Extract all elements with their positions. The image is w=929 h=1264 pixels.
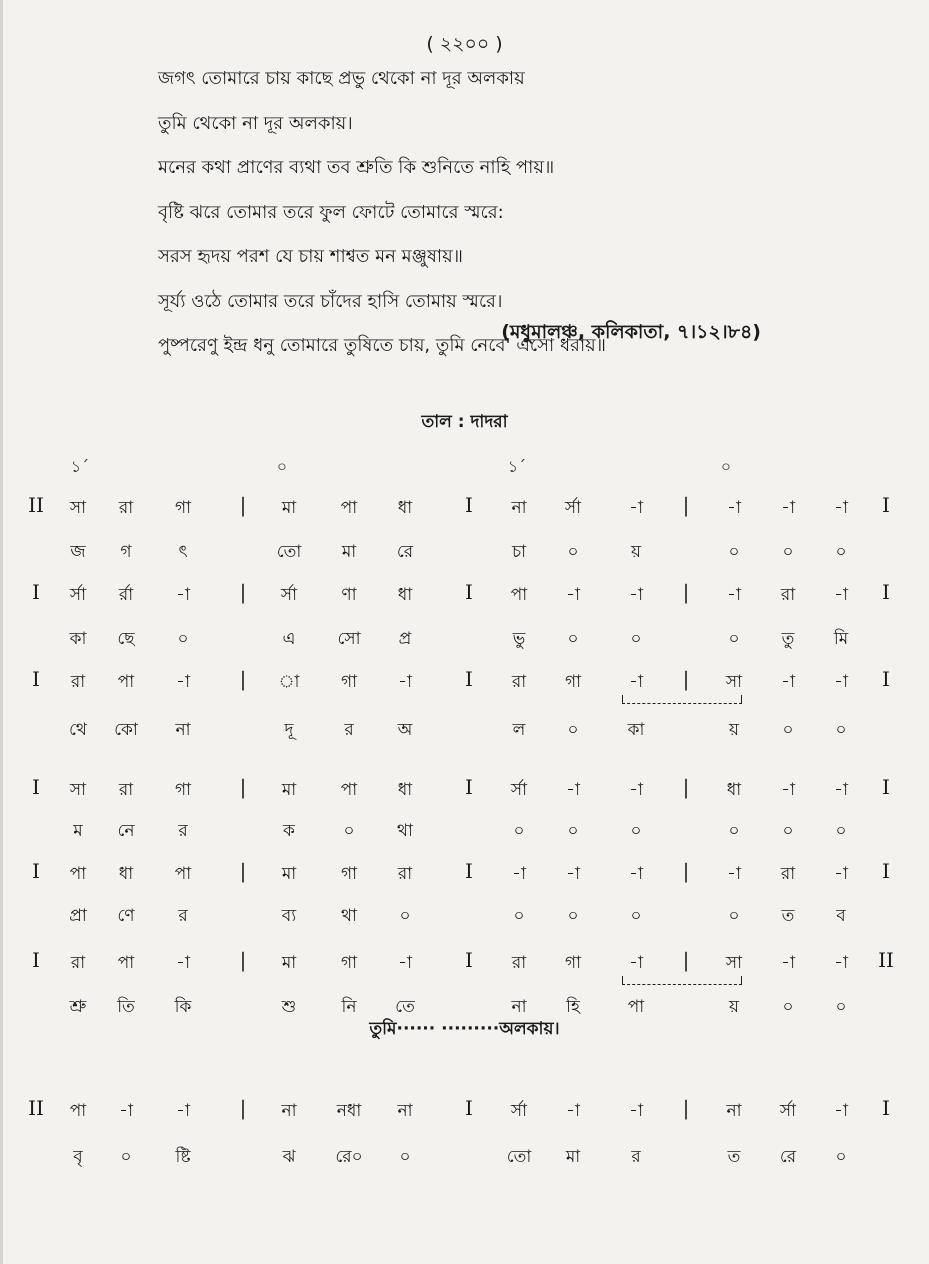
swara-note: পা xyxy=(340,780,358,800)
swara-note: -া xyxy=(629,864,643,884)
lyric-syllable: ০ xyxy=(728,629,740,649)
swara-note: র্সা xyxy=(564,498,582,518)
lyric-syllable: ০ xyxy=(630,629,642,649)
vibhag-barline: | xyxy=(239,859,247,883)
swara-note: -া xyxy=(834,585,848,605)
lyric-syllable: নে xyxy=(117,821,135,841)
lyric-syllable: তো xyxy=(506,1147,532,1167)
lyric-syllable: র xyxy=(631,1147,641,1167)
swara-note: গা xyxy=(340,953,358,973)
swara-note: -া xyxy=(629,953,643,973)
swara-note: -া xyxy=(566,1101,580,1121)
lyric-line: তুমি থেকো না দূর অলকায়। xyxy=(158,112,353,134)
swara-note: -া xyxy=(629,1101,643,1121)
lyric-syllable: ল xyxy=(512,720,526,740)
swara-note: -া xyxy=(834,1101,848,1121)
lyric-syllable: ব xyxy=(836,906,846,926)
lyric-syllable: ০ xyxy=(567,542,579,562)
lyric-syllable: মা xyxy=(341,542,357,562)
lyric-syllable: শু xyxy=(281,997,297,1017)
swara-note: র্সা xyxy=(779,1101,797,1121)
vibhag-barline: | xyxy=(682,493,690,517)
row-end-barline: I xyxy=(882,580,890,604)
swara-note: া xyxy=(278,672,300,692)
lyric-syllable: য় xyxy=(728,720,740,740)
lyric-syllable: রে xyxy=(779,1147,797,1167)
lyric-line: পুষ্পরেণু ইন্দ্র ধনু তোমারে তুষিতে চায়, তুমি নেবে' এসো ধরায়॥ xyxy=(158,335,606,356)
swara-note: -া xyxy=(781,953,795,973)
row-end-barline: I xyxy=(882,859,890,883)
lyric-syllable: পা xyxy=(627,997,645,1017)
swara-note: রা xyxy=(511,953,527,973)
swara-note: না xyxy=(397,1101,413,1121)
lyric-syllable: ০ xyxy=(343,821,355,841)
tala-mark: ০ xyxy=(720,457,732,476)
vibhag-barline: | xyxy=(682,1096,690,1120)
swara-note: নধা xyxy=(336,1101,362,1121)
slur-brace xyxy=(622,976,742,985)
swara-note: পা xyxy=(510,585,528,605)
swara-note: সা xyxy=(69,498,87,518)
lyric-line: বৃষ্টি ঝরে তোমার তরে ফুল ফোটে তোমারে স্মরে: xyxy=(158,201,504,223)
lyric-syllable: ০ xyxy=(782,821,794,841)
lyric-syllable: তু xyxy=(781,629,795,649)
swara-note: পা xyxy=(117,953,135,973)
lyric-syllable: ণে xyxy=(117,906,135,926)
swara-note: গা xyxy=(340,672,358,692)
swara-note: গা xyxy=(340,864,358,884)
swara-note: সা xyxy=(725,953,743,973)
vibhag-barline: I xyxy=(465,859,473,883)
swara-note: না xyxy=(511,498,527,518)
row-start-barline: I xyxy=(32,859,40,883)
lyric-syllable: ০ xyxy=(630,906,642,926)
lyric-syllable: ক xyxy=(283,821,295,841)
lyric-syllable: ০ xyxy=(728,906,740,926)
lyric-syllable: ০ xyxy=(728,542,740,562)
lyric-syllable: ম xyxy=(73,821,83,841)
swara-note: -া xyxy=(176,1101,190,1121)
swara-note: -া xyxy=(398,953,412,973)
lyric-syllable: ০ xyxy=(782,542,794,562)
lyric-syllable: ০ xyxy=(728,821,740,841)
vibhag-barline: | xyxy=(682,948,690,972)
lyric-syllable: র xyxy=(344,720,354,740)
swara-note: ধা xyxy=(726,780,742,800)
lyric-syllable: ০ xyxy=(782,720,794,740)
vibhag-barline: I xyxy=(465,580,473,604)
swara-note: -া xyxy=(566,585,580,605)
lyric-syllable: ০ xyxy=(835,821,847,841)
lyric-syllable: য় xyxy=(630,542,642,562)
lyric-syllable: ০ xyxy=(399,906,411,926)
swara-note: সা xyxy=(725,672,743,692)
lyric-syllable: প্রা xyxy=(69,906,87,926)
swara-note: -া xyxy=(176,672,190,692)
swara-note: ণা xyxy=(341,585,357,605)
row-end-barline: II xyxy=(878,948,894,972)
swara-note: -া xyxy=(834,672,848,692)
lyric-line: মনের কথা প্রাণের ব্যথা তব শ্রুতি কি শুনিতে নাহি পায়॥ xyxy=(158,157,555,178)
vibhag-barline: I xyxy=(465,948,473,972)
vibhag-barline: | xyxy=(682,580,690,604)
swara-note: রা xyxy=(780,864,796,884)
lyric-syllable: ব্য xyxy=(281,906,297,926)
lyric-syllable: র xyxy=(178,906,188,926)
lyric-syllable: তো xyxy=(276,542,302,562)
vibhag-barline: I xyxy=(465,775,473,799)
lyric-syllable: দূ xyxy=(284,720,294,740)
swara-note: -া xyxy=(834,953,848,973)
swara-note: মা xyxy=(281,780,297,800)
vibhag-barline: I xyxy=(465,667,473,691)
row-end-barline: I xyxy=(882,1096,890,1120)
row-start-barline: I xyxy=(32,667,40,691)
row-start-barline: I xyxy=(32,775,40,799)
vibhag-barline: | xyxy=(239,775,247,799)
swara-note: মা xyxy=(281,864,297,884)
lyric-syllable: ০ xyxy=(630,821,642,841)
lyric-syllable: তে xyxy=(395,997,415,1017)
lyric-syllable: ত xyxy=(727,1147,741,1167)
swara-note: -া xyxy=(781,672,795,692)
lyric-syllable: হি xyxy=(566,997,580,1017)
row-end-barline: I xyxy=(882,775,890,799)
page-number: ( ২২০০ ) xyxy=(426,33,503,55)
lyric-line: সরস হৃদয় পরশ যে চায় শাশ্বত মন মঞ্জুষায়॥ xyxy=(158,246,463,267)
swara-note: -া xyxy=(398,672,412,692)
swara-note: রা xyxy=(397,864,413,884)
taal-heading: তাল : দাদরা xyxy=(421,412,508,432)
lyric-syllable: ০ xyxy=(513,906,525,926)
lyric-syllable: মা xyxy=(565,1147,581,1167)
vibhag-barline: | xyxy=(682,775,690,799)
swara-note: -া xyxy=(629,672,643,692)
lyric-syllable: রে০ xyxy=(335,1147,363,1167)
lyric-syllable: গ xyxy=(120,542,132,562)
swara-note: -া xyxy=(727,585,741,605)
row-start-barline: II xyxy=(28,1096,44,1120)
swara-note: র্সা xyxy=(280,585,298,605)
lyric-syllable: কা xyxy=(627,720,645,740)
swara-note: রা xyxy=(511,672,527,692)
swara-note: -া xyxy=(834,864,848,884)
tala-mark: ১´ xyxy=(507,457,527,476)
lyric-syllable: কো xyxy=(114,720,138,740)
swara-note: -া xyxy=(629,585,643,605)
lyric-syllable: ০ xyxy=(835,1147,847,1167)
swara-note: পা xyxy=(69,1101,87,1121)
lyric-syllable: ৎ xyxy=(178,542,188,562)
vibhag-barline: | xyxy=(682,667,690,691)
lyric-syllable: কি xyxy=(174,997,192,1017)
swara-note: -া xyxy=(566,864,580,884)
swara-note: -া xyxy=(119,1101,133,1121)
swara-note: ধা xyxy=(397,585,413,605)
lyric-syllable: ০ xyxy=(567,629,579,649)
lyric-syllable: চা xyxy=(511,542,527,562)
swara-note: -া xyxy=(781,780,795,800)
source-citation: (মধুমালঞ্চ, কলিকাতা, ৭।১২।৮৪) xyxy=(501,321,761,343)
lyric-syllable: মি xyxy=(833,629,849,649)
lyric-syllable: ০ xyxy=(513,821,525,841)
swara-note: রা xyxy=(118,498,134,518)
lyric-syllable: ০ xyxy=(567,906,579,926)
vibhag-barline: I xyxy=(465,493,473,517)
lyric-syllable: প্র xyxy=(398,629,412,649)
swara-note: র্সা xyxy=(510,1101,528,1121)
lyric-syllable: ভু xyxy=(512,629,526,649)
lyric-syllable: থে xyxy=(69,720,87,740)
slur-brace xyxy=(622,695,742,704)
lyric-syllable: ০ xyxy=(835,542,847,562)
row-start-barline: I xyxy=(32,948,40,972)
row-start-barline: II xyxy=(28,493,44,517)
swara-note: না xyxy=(726,1101,742,1121)
lyric-syllable: বৃ xyxy=(73,1147,83,1167)
tala-mark: ১´ xyxy=(70,457,90,476)
swara-note: রা xyxy=(780,585,796,605)
swara-note: মা xyxy=(281,498,297,518)
swara-note: -া xyxy=(629,498,643,518)
lyric-syllable: জ xyxy=(70,542,86,562)
swara-note: রা xyxy=(70,672,86,692)
swara-note: র্সা xyxy=(69,585,87,605)
lyric-syllable: ০ xyxy=(399,1147,411,1167)
swara-note: গা xyxy=(174,780,192,800)
lyric-syllable: ০ xyxy=(835,720,847,740)
lyric-syllable: অ xyxy=(397,720,413,740)
swara-note: -া xyxy=(781,498,795,518)
lyric-syllable: ০ xyxy=(177,629,189,649)
lyric-syllable: না xyxy=(511,997,527,1017)
swara-note: -া xyxy=(566,780,580,800)
vibhag-barline: | xyxy=(239,667,247,691)
row-end-barline: I xyxy=(882,667,890,691)
swara-note: রা xyxy=(70,953,86,973)
lyric-syllable: এ xyxy=(282,629,296,649)
swara-note: -া xyxy=(727,498,741,518)
lyric-syllable: কা xyxy=(69,629,87,649)
lyric-syllable: সো xyxy=(337,629,361,649)
swara-note: গা xyxy=(564,953,582,973)
refrain-line: তুমি······ ·········অলকায়। xyxy=(369,1019,560,1039)
lyric-syllable: য় xyxy=(728,997,740,1017)
lyric-syllable: নি xyxy=(341,997,357,1017)
lyric-syllable: শ্রু xyxy=(69,997,87,1017)
vibhag-barline: I xyxy=(465,1096,473,1120)
swara-note: র্সা xyxy=(510,780,528,800)
swara-note: না xyxy=(281,1101,297,1121)
swara-note: -া xyxy=(834,498,848,518)
lyric-syllable: ০ xyxy=(567,821,579,841)
swara-note: সা xyxy=(69,780,87,800)
swara-note: ধা xyxy=(397,498,413,518)
swara-note: মা xyxy=(281,953,297,973)
lyric-syllable: ০ xyxy=(120,1147,132,1167)
swara-note: -া xyxy=(176,585,190,605)
swara-note: ধা xyxy=(397,780,413,800)
lyric-syllable: ০ xyxy=(567,720,579,740)
row-start-barline: I xyxy=(32,580,40,604)
vibhag-barline: | xyxy=(239,1096,247,1120)
swara-note: -া xyxy=(727,864,741,884)
lyric-syllable: ছে xyxy=(117,629,135,649)
lyric-syllable: থা xyxy=(341,906,357,926)
swara-note: ধা xyxy=(118,864,134,884)
lyric-syllable: থা xyxy=(397,821,413,841)
swara-note: রা xyxy=(118,780,134,800)
lyric-line: জগৎ তোমারে চায় কাছে প্রভু থেকো না দূর অলকায় xyxy=(158,68,525,89)
swara-note: পা xyxy=(340,498,358,518)
swara-note: -া xyxy=(176,953,190,973)
lyric-syllable: ত xyxy=(781,906,795,926)
lyric-syllable: ষ্টি xyxy=(175,1147,191,1167)
swara-note: -া xyxy=(512,864,526,884)
swara-note: -া xyxy=(629,780,643,800)
swara-note: পা xyxy=(174,864,192,884)
tala-mark: ০ xyxy=(276,457,288,476)
swara-note: পা xyxy=(69,864,87,884)
lyric-syllable: ০ xyxy=(782,997,794,1017)
lyric-syllable: তি xyxy=(117,997,135,1017)
swara-note: র্রা xyxy=(118,585,134,605)
vibhag-barline: | xyxy=(239,580,247,604)
vibhag-barline: | xyxy=(239,493,247,517)
lyric-syllable: না xyxy=(175,720,191,740)
swara-note: পা xyxy=(117,672,135,692)
lyric-line: সূর্য্য ওঠে তোমার তরে চাঁদের হাসি তোমায় স্মরে। xyxy=(158,290,503,312)
lyric-syllable: রে xyxy=(396,542,414,562)
vibhag-barline: | xyxy=(682,859,690,883)
lyric-syllable: র xyxy=(178,821,188,841)
swara-note: -া xyxy=(834,780,848,800)
vibhag-barline: | xyxy=(239,948,247,972)
row-end-barline: I xyxy=(882,493,890,517)
swara-note: গা xyxy=(174,498,192,518)
lyric-syllable: ০ xyxy=(835,997,847,1017)
swara-note: গা xyxy=(564,672,582,692)
lyric-syllable: ঝ xyxy=(282,1147,296,1167)
